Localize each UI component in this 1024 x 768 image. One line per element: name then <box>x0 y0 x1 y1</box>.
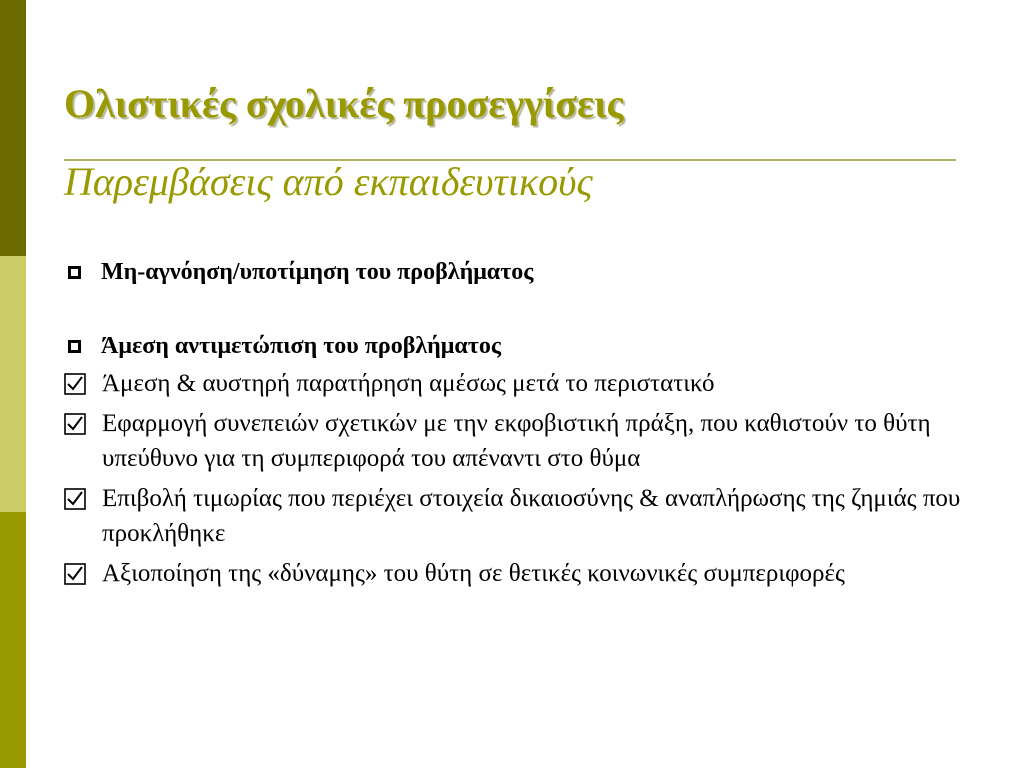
check-item <box>64 556 964 591</box>
check-item <box>64 366 964 401</box>
side-bar-middle <box>0 256 26 512</box>
square-bullet-icon <box>68 266 81 279</box>
slide-subtitle: Παρεμβάσεις από εκπαιδευτικούς <box>64 159 593 204</box>
check-list <box>64 366 964 591</box>
checkbox-checked-icon <box>64 488 86 510</box>
checkbox-checked-icon <box>64 373 86 395</box>
check-item-text: Αξιοποίηση της «δύναμης» του θύτη σε θετικές κοινωνικές συμπεριφορές <box>102 560 845 587</box>
bullet-item <box>64 252 964 292</box>
check-item <box>64 406 964 476</box>
slide-title: Ολιστικές σχολικές προσεγγίσεις <box>64 81 624 126</box>
slide-content <box>64 252 964 596</box>
check-item-text: Εφαρμογή συνεπειών σχετικών με την εκφοβιστική πράξη, που καθιστούν το θύτη υπεύθυνο για τη συμπεριφορά του απέναντι στο θύμα <box>102 410 931 472</box>
bullet-item <box>64 326 964 366</box>
check-item <box>64 481 964 551</box>
bullet-label: Άμεση αντιμετώπιση του προβλήματος <box>101 333 501 359</box>
square-bullet-icon <box>68 340 81 353</box>
checkbox-checked-icon <box>64 413 86 435</box>
side-bar-top <box>0 0 26 256</box>
bullet-label: Μη-αγνόηση/υποτίμηση του προβλήματος <box>101 259 534 285</box>
checkbox-checked-icon <box>64 563 86 585</box>
check-item-text: Επιβολή τιμωρίας που περιέχει στοιχεία δικαιοσύνης & αναπλήρωσης της ζημιάς που προκλήθηκε <box>102 485 961 547</box>
check-item-text: Άμεση & αυστηρή παρατήρηση αμέσως μετά το περιστατικό <box>102 370 715 397</box>
side-bar-bottom <box>0 512 26 768</box>
